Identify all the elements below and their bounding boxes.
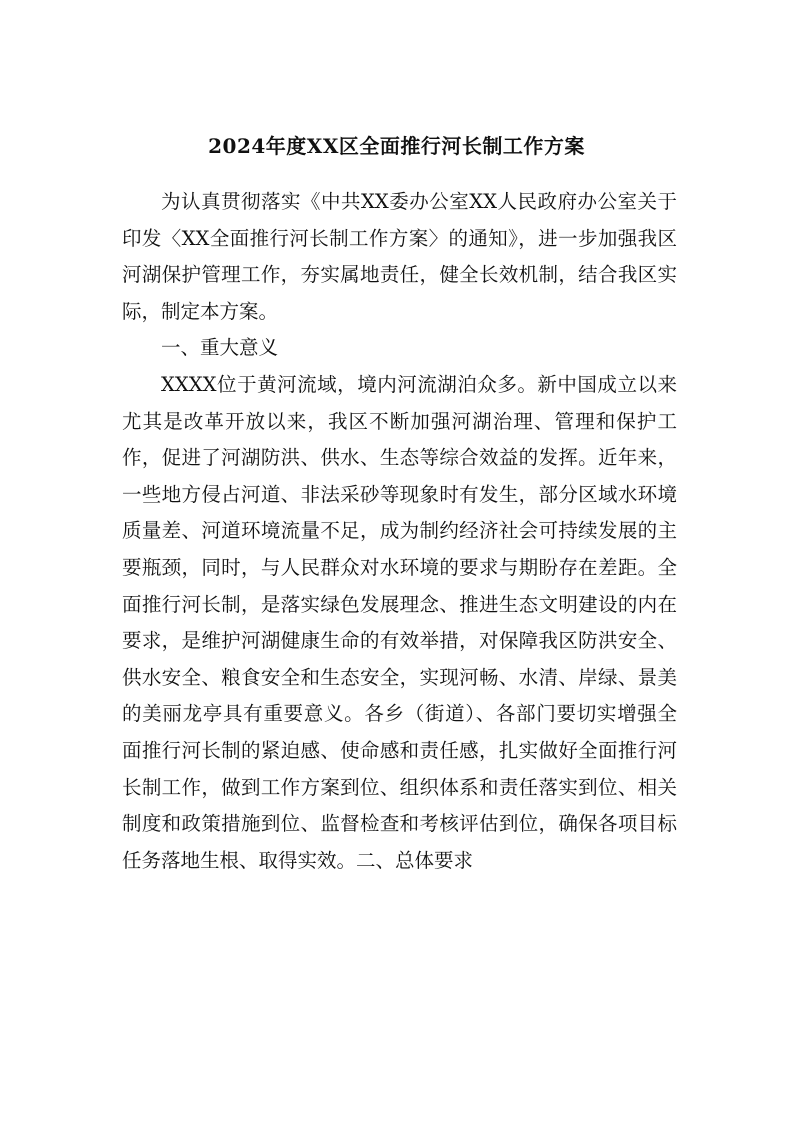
section-heading-significance: 一、重大意义 <box>161 336 279 360</box>
document-title: 2024年度XX区全面推行河长制工作方案 <box>208 134 585 158</box>
document-body <box>122 184 677 879</box>
significance-paragraph: XXXX位于黄河流域，境内河流湖泊众多。新中国成立以来尤其是改革开放以来，我区不断加强河湖治理、管理和保护工作，促进了河湖防洪、供水、生态等综合效益的发挥。近年来，一些地方侵占河道、非法采砂等现象时有发生，部分区域水环境质量差、河道环境流量不足，成为制约经济社会可持续发展的主要瓶颈，同时，与人民群众对水环境的要求与期盼存在差距。全面推行河长制，是落实绿色发展理念、推进生态文明建设的内在要求，是维护河湖健康生命的有效举措，对保障我区防洪安全、供水安全、粮食安全和生态安全，实现河畅、水清、岸绿、景美的美丽龙亭具有重要意义。各乡（街道）、各部门要切实增强全面推行河长制的紧迫感、使命感和责任感，扎实做好全面推行河长制工作，做到工作方案到位、组织体系和责任落实到位、相关制度和政策措施到位、监督检查和考核评估到位，确保各项目标任务落地生根、取得实效。二、总体要求 <box>122 372 677 872</box>
intro-paragraph: 为认真贯彻落实《中共XX委办公室XX人民政府办公室关于印发〈XX全面推行河长制工作方案〉的通知》，进一步加强我区河湖保护管理工作，夯实属地责任，健全长效机制，结合我区实际，制定本方案。 <box>122 190 677 323</box>
